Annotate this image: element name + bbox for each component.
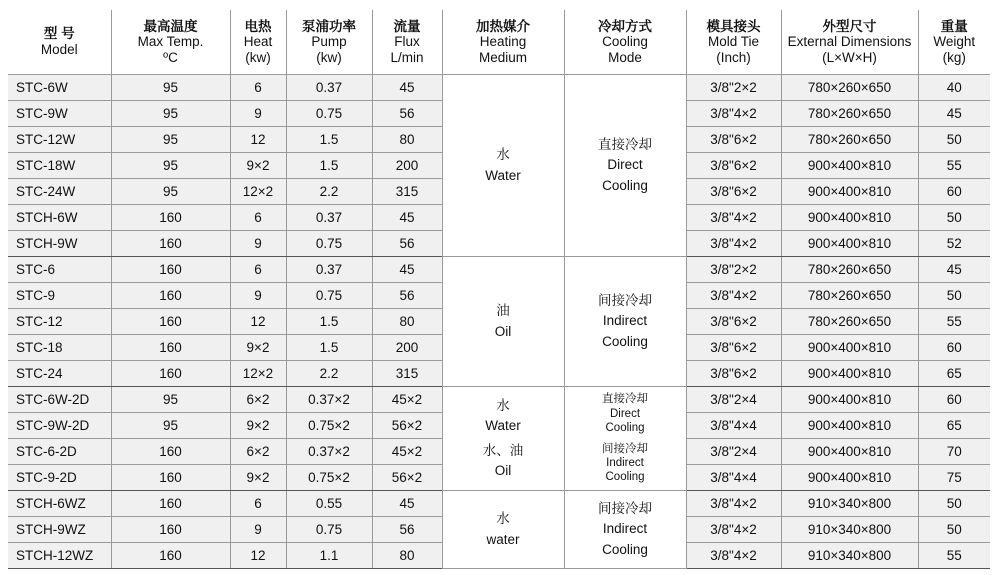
cell-model: STC-6-2D xyxy=(8,439,111,465)
cell-heat: 9×2 xyxy=(230,413,286,439)
cell-dims: 780×260×650 xyxy=(781,127,918,153)
cell-weight: 45 xyxy=(918,257,990,283)
table-row xyxy=(8,491,990,517)
cell-dims: 780×260×650 xyxy=(781,101,918,127)
cell-model: STC-6W xyxy=(8,75,111,101)
cooling-text: Indirect xyxy=(606,456,644,469)
cell-dims: 900×400×810 xyxy=(781,439,918,465)
cell-model: STC-12 xyxy=(8,309,111,335)
cell-dims: 900×400×810 xyxy=(781,465,918,491)
cell-temp: 95 xyxy=(111,387,230,413)
cooling-text: Indirect xyxy=(602,521,648,537)
header-flux: 流量 Flux L/min xyxy=(372,10,442,75)
cell-dims: 910×340×800 xyxy=(781,517,918,543)
cell-model: STC-18 xyxy=(8,335,111,361)
cell-weight: 50 xyxy=(918,517,990,543)
cell-mold: 3/8"4×2 xyxy=(686,517,781,543)
cell-pump: 0.75 xyxy=(286,231,372,257)
cell-pump: 2.2 xyxy=(286,179,372,205)
header-row xyxy=(8,10,990,75)
cell-mold: 3/8"6×2 xyxy=(686,335,781,361)
cell-temp: 95 xyxy=(111,101,230,127)
cell-flux: 315 xyxy=(372,361,442,387)
medium-text: Water xyxy=(485,418,521,434)
cell-model: STC-9W-2D xyxy=(8,413,111,439)
cell-heat: 12 xyxy=(230,309,286,335)
medium-text: water xyxy=(486,531,520,547)
cell-dims: 910×340×800 xyxy=(781,543,918,569)
group-medium xyxy=(442,75,564,257)
cell-weight: 40 xyxy=(918,75,990,101)
cell-pump: 1.5 xyxy=(286,309,372,335)
cell-flux: 315 xyxy=(372,179,442,205)
cell-flux: 80 xyxy=(372,309,442,335)
cooling-text: Cooling xyxy=(602,177,648,193)
cell-weight: 55 xyxy=(918,309,990,335)
cooling-text: 间接冷却 xyxy=(598,293,652,309)
cell-pump: 0.75 xyxy=(286,517,372,543)
cooling-text: Direct xyxy=(609,407,641,420)
cell-dims: 780×260×650 xyxy=(781,75,918,101)
cell-mold: 3/8"4×2 xyxy=(686,101,781,127)
cell-pump: 0.75×2 xyxy=(286,465,372,491)
table-row xyxy=(8,75,990,101)
cell-temp: 160 xyxy=(111,205,230,231)
medium-text: Oil xyxy=(494,462,512,478)
cell-model: STCH-9WZ xyxy=(8,517,111,543)
table-row xyxy=(8,257,990,283)
header-temp: 最高温度 Max Temp. ºC xyxy=(111,10,230,75)
cooling-text: 间接冷却 xyxy=(598,501,652,517)
cell-model: STC-9 xyxy=(8,283,111,309)
cell-heat: 6 xyxy=(230,75,286,101)
cell-dims: 900×400×810 xyxy=(781,387,918,413)
cell-pump: 0.75×2 xyxy=(286,413,372,439)
cooling-text: Cooling xyxy=(605,471,645,484)
cell-model: STCH-9W xyxy=(8,231,111,257)
cell-weight: 50 xyxy=(918,127,990,153)
cell-heat: 9×2 xyxy=(230,465,286,491)
cell-heat: 12×2 xyxy=(230,361,286,387)
cell-model: STC-24W xyxy=(8,179,111,205)
cell-temp: 95 xyxy=(111,413,230,439)
cell-heat: 12×2 xyxy=(230,179,286,205)
cell-weight: 65 xyxy=(918,413,990,439)
cell-flux: 45×2 xyxy=(372,387,442,413)
cell-weight: 60 xyxy=(918,387,990,413)
cell-dims: 900×400×810 xyxy=(781,205,918,231)
cell-flux: 200 xyxy=(372,153,442,179)
group-cooling xyxy=(564,75,686,257)
cell-temp: 160 xyxy=(111,439,230,465)
cell-dims: 900×400×810 xyxy=(781,361,918,387)
cell-flux: 56 xyxy=(372,517,442,543)
cell-weight: 65 xyxy=(918,361,990,387)
cell-weight: 60 xyxy=(918,179,990,205)
cell-pump: 0.37 xyxy=(286,75,372,101)
cell-dims: 780×260×650 xyxy=(781,309,918,335)
cell-dims: 900×400×810 xyxy=(781,413,918,439)
cell-mold: 3/8"6×2 xyxy=(686,153,781,179)
cell-flux: 80 xyxy=(372,543,442,569)
cell-dims: 900×400×810 xyxy=(781,153,918,179)
cell-mold: 3/8"4×2 xyxy=(686,205,781,231)
medium-text: 水 xyxy=(496,147,510,163)
group-medium xyxy=(442,491,564,569)
cell-weight: 50 xyxy=(918,283,990,309)
cell-dims: 780×260×650 xyxy=(781,257,918,283)
cell-weight: 50 xyxy=(918,205,990,231)
cell-heat: 9 xyxy=(230,517,286,543)
cell-pump: 0.55 xyxy=(286,491,372,517)
cell-weight: 70 xyxy=(918,439,990,465)
cell-mold: 3/8"4×2 xyxy=(686,283,781,309)
group-cooling xyxy=(564,491,686,569)
header-cooling: 冷却方式 Cooling Mode xyxy=(564,10,686,75)
cell-pump: 0.37×2 xyxy=(286,439,372,465)
cell-weight: 55 xyxy=(918,543,990,569)
cell-pump: 0.75 xyxy=(286,283,372,309)
cell-mold: 3/8"4×4 xyxy=(686,413,781,439)
cell-mold: 3/8"4×2 xyxy=(686,491,781,517)
cell-heat: 6 xyxy=(230,257,286,283)
cell-weight: 55 xyxy=(918,153,990,179)
medium-text: 水、油 xyxy=(482,442,524,458)
cell-temp: 95 xyxy=(111,75,230,101)
cell-temp: 160 xyxy=(111,517,230,543)
cell-flux: 56 xyxy=(372,101,442,127)
cell-mold: 3/8"2×2 xyxy=(686,75,781,101)
cell-temp: 160 xyxy=(111,283,230,309)
cell-heat: 6×2 xyxy=(230,387,286,413)
header-weight: 重量 Weight (kg) xyxy=(918,10,990,75)
medium-text: 油 xyxy=(496,303,510,319)
cell-heat: 9 xyxy=(230,101,286,127)
cell-pump: 1.1 xyxy=(286,543,372,569)
cell-mold: 3/8"2×4 xyxy=(686,439,781,465)
cooling-text: 直接冷却 xyxy=(602,393,648,406)
cell-dims: 900×400×810 xyxy=(781,231,918,257)
cell-weight: 45 xyxy=(918,101,990,127)
cell-pump: 1.5 xyxy=(286,153,372,179)
cell-flux: 200 xyxy=(372,335,442,361)
cell-model: STC-9W xyxy=(8,101,111,127)
cell-mold: 3/8"4×4 xyxy=(686,465,781,491)
cell-temp: 95 xyxy=(111,179,230,205)
cell-pump: 0.75 xyxy=(286,101,372,127)
cell-mold: 3/8"6×2 xyxy=(686,309,781,335)
cell-heat: 6 xyxy=(230,491,286,517)
cooling-text: Indirect xyxy=(602,313,648,329)
cell-dims: 900×400×810 xyxy=(781,179,918,205)
cooling-text: 直接冷却 xyxy=(598,137,652,153)
cell-pump: 0.37×2 xyxy=(286,387,372,413)
cell-model: STCH-12WZ xyxy=(8,543,111,569)
cell-mold: 3/8"2×4 xyxy=(686,387,781,413)
cooling-text: Cooling xyxy=(602,541,648,557)
cell-mold: 3/8"4×2 xyxy=(686,543,781,569)
group-cooling xyxy=(564,387,686,491)
cell-mold: 3/8"6×2 xyxy=(686,127,781,153)
cell-pump: 0.37 xyxy=(286,257,372,283)
header-heat: 电热 Heat (kw) xyxy=(230,10,286,75)
medium-text: Oil xyxy=(494,323,512,339)
table-body xyxy=(8,75,990,569)
cell-pump: 1.5 xyxy=(286,335,372,361)
cell-model: STC-24 xyxy=(8,361,111,387)
cell-model: STC-6 xyxy=(8,257,111,283)
cell-flux: 45×2 xyxy=(372,439,442,465)
group-medium xyxy=(442,387,564,491)
cell-heat: 9 xyxy=(230,283,286,309)
header-medium: 加热媒介 Heating Medium xyxy=(442,10,564,75)
header-dims: 外型尺寸 External Dimensions (L×W×H) xyxy=(781,10,918,75)
cell-model: STCH-6W xyxy=(8,205,111,231)
cell-flux: 56×2 xyxy=(372,465,442,491)
cell-flux: 45 xyxy=(372,491,442,517)
cell-pump: 0.37 xyxy=(286,205,372,231)
cell-pump: 2.2 xyxy=(286,361,372,387)
cell-dims: 900×400×810 xyxy=(781,335,918,361)
cell-temp: 160 xyxy=(111,465,230,491)
cell-flux: 80 xyxy=(372,127,442,153)
cell-mold: 3/8"2×2 xyxy=(686,257,781,283)
header-pump: 泵浦功率 Pump (kw) xyxy=(286,10,372,75)
group-cooling xyxy=(564,257,686,387)
cell-flux: 56×2 xyxy=(372,413,442,439)
medium-text: 水 xyxy=(496,398,510,413)
header-model: 型 号 Model xyxy=(8,10,111,75)
cell-mold: 3/8"4×2 xyxy=(686,231,781,257)
medium-text: Water xyxy=(485,167,521,183)
group-medium xyxy=(442,257,564,387)
cell-dims: 910×340×800 xyxy=(781,491,918,517)
cell-heat: 9×2 xyxy=(230,153,286,179)
cell-temp: 160 xyxy=(111,231,230,257)
cell-model: STCH-6WZ xyxy=(8,491,111,517)
cell-flux: 45 xyxy=(372,75,442,101)
cell-weight: 60 xyxy=(918,335,990,361)
cell-flux: 45 xyxy=(372,205,442,231)
cell-model: STC-12W xyxy=(8,127,111,153)
cell-heat: 6×2 xyxy=(230,439,286,465)
cell-weight: 52 xyxy=(918,231,990,257)
medium-text: 水 xyxy=(496,511,510,527)
spec-table xyxy=(8,10,990,569)
cell-flux: 56 xyxy=(372,283,442,309)
cell-dims: 780×260×650 xyxy=(781,283,918,309)
cell-heat: 6 xyxy=(230,205,286,231)
cooling-text: Cooling xyxy=(605,422,645,435)
cooling-text: 间接冷却 xyxy=(602,442,648,455)
cell-flux: 56 xyxy=(372,231,442,257)
cell-temp: 160 xyxy=(111,361,230,387)
cell-model: STC-6W-2D xyxy=(8,387,111,413)
cell-weight: 50 xyxy=(918,491,990,517)
cell-temp: 95 xyxy=(111,127,230,153)
cell-temp: 160 xyxy=(111,309,230,335)
cell-heat: 12 xyxy=(230,127,286,153)
cell-heat: 9 xyxy=(230,231,286,257)
cell-temp: 160 xyxy=(111,257,230,283)
table-row xyxy=(8,387,990,413)
cell-heat: 9×2 xyxy=(230,335,286,361)
cell-temp: 160 xyxy=(111,335,230,361)
cell-mold: 3/8"6×2 xyxy=(686,361,781,387)
cell-weight: 75 xyxy=(918,465,990,491)
cell-model: STC-9-2D xyxy=(8,465,111,491)
cooling-text: Direct xyxy=(607,157,643,173)
header-mold: 模具接头 Mold Tie (Inch) xyxy=(686,10,781,75)
cell-temp: 95 xyxy=(111,153,230,179)
cell-heat: 12 xyxy=(230,543,286,569)
cell-model: STC-18W xyxy=(8,153,111,179)
cooling-text: Cooling xyxy=(602,333,648,349)
cell-temp: 160 xyxy=(111,491,230,517)
cell-mold: 3/8"6×2 xyxy=(686,179,781,205)
cell-temp: 160 xyxy=(111,543,230,569)
cell-pump: 1.5 xyxy=(286,127,372,153)
cell-flux: 45 xyxy=(372,257,442,283)
